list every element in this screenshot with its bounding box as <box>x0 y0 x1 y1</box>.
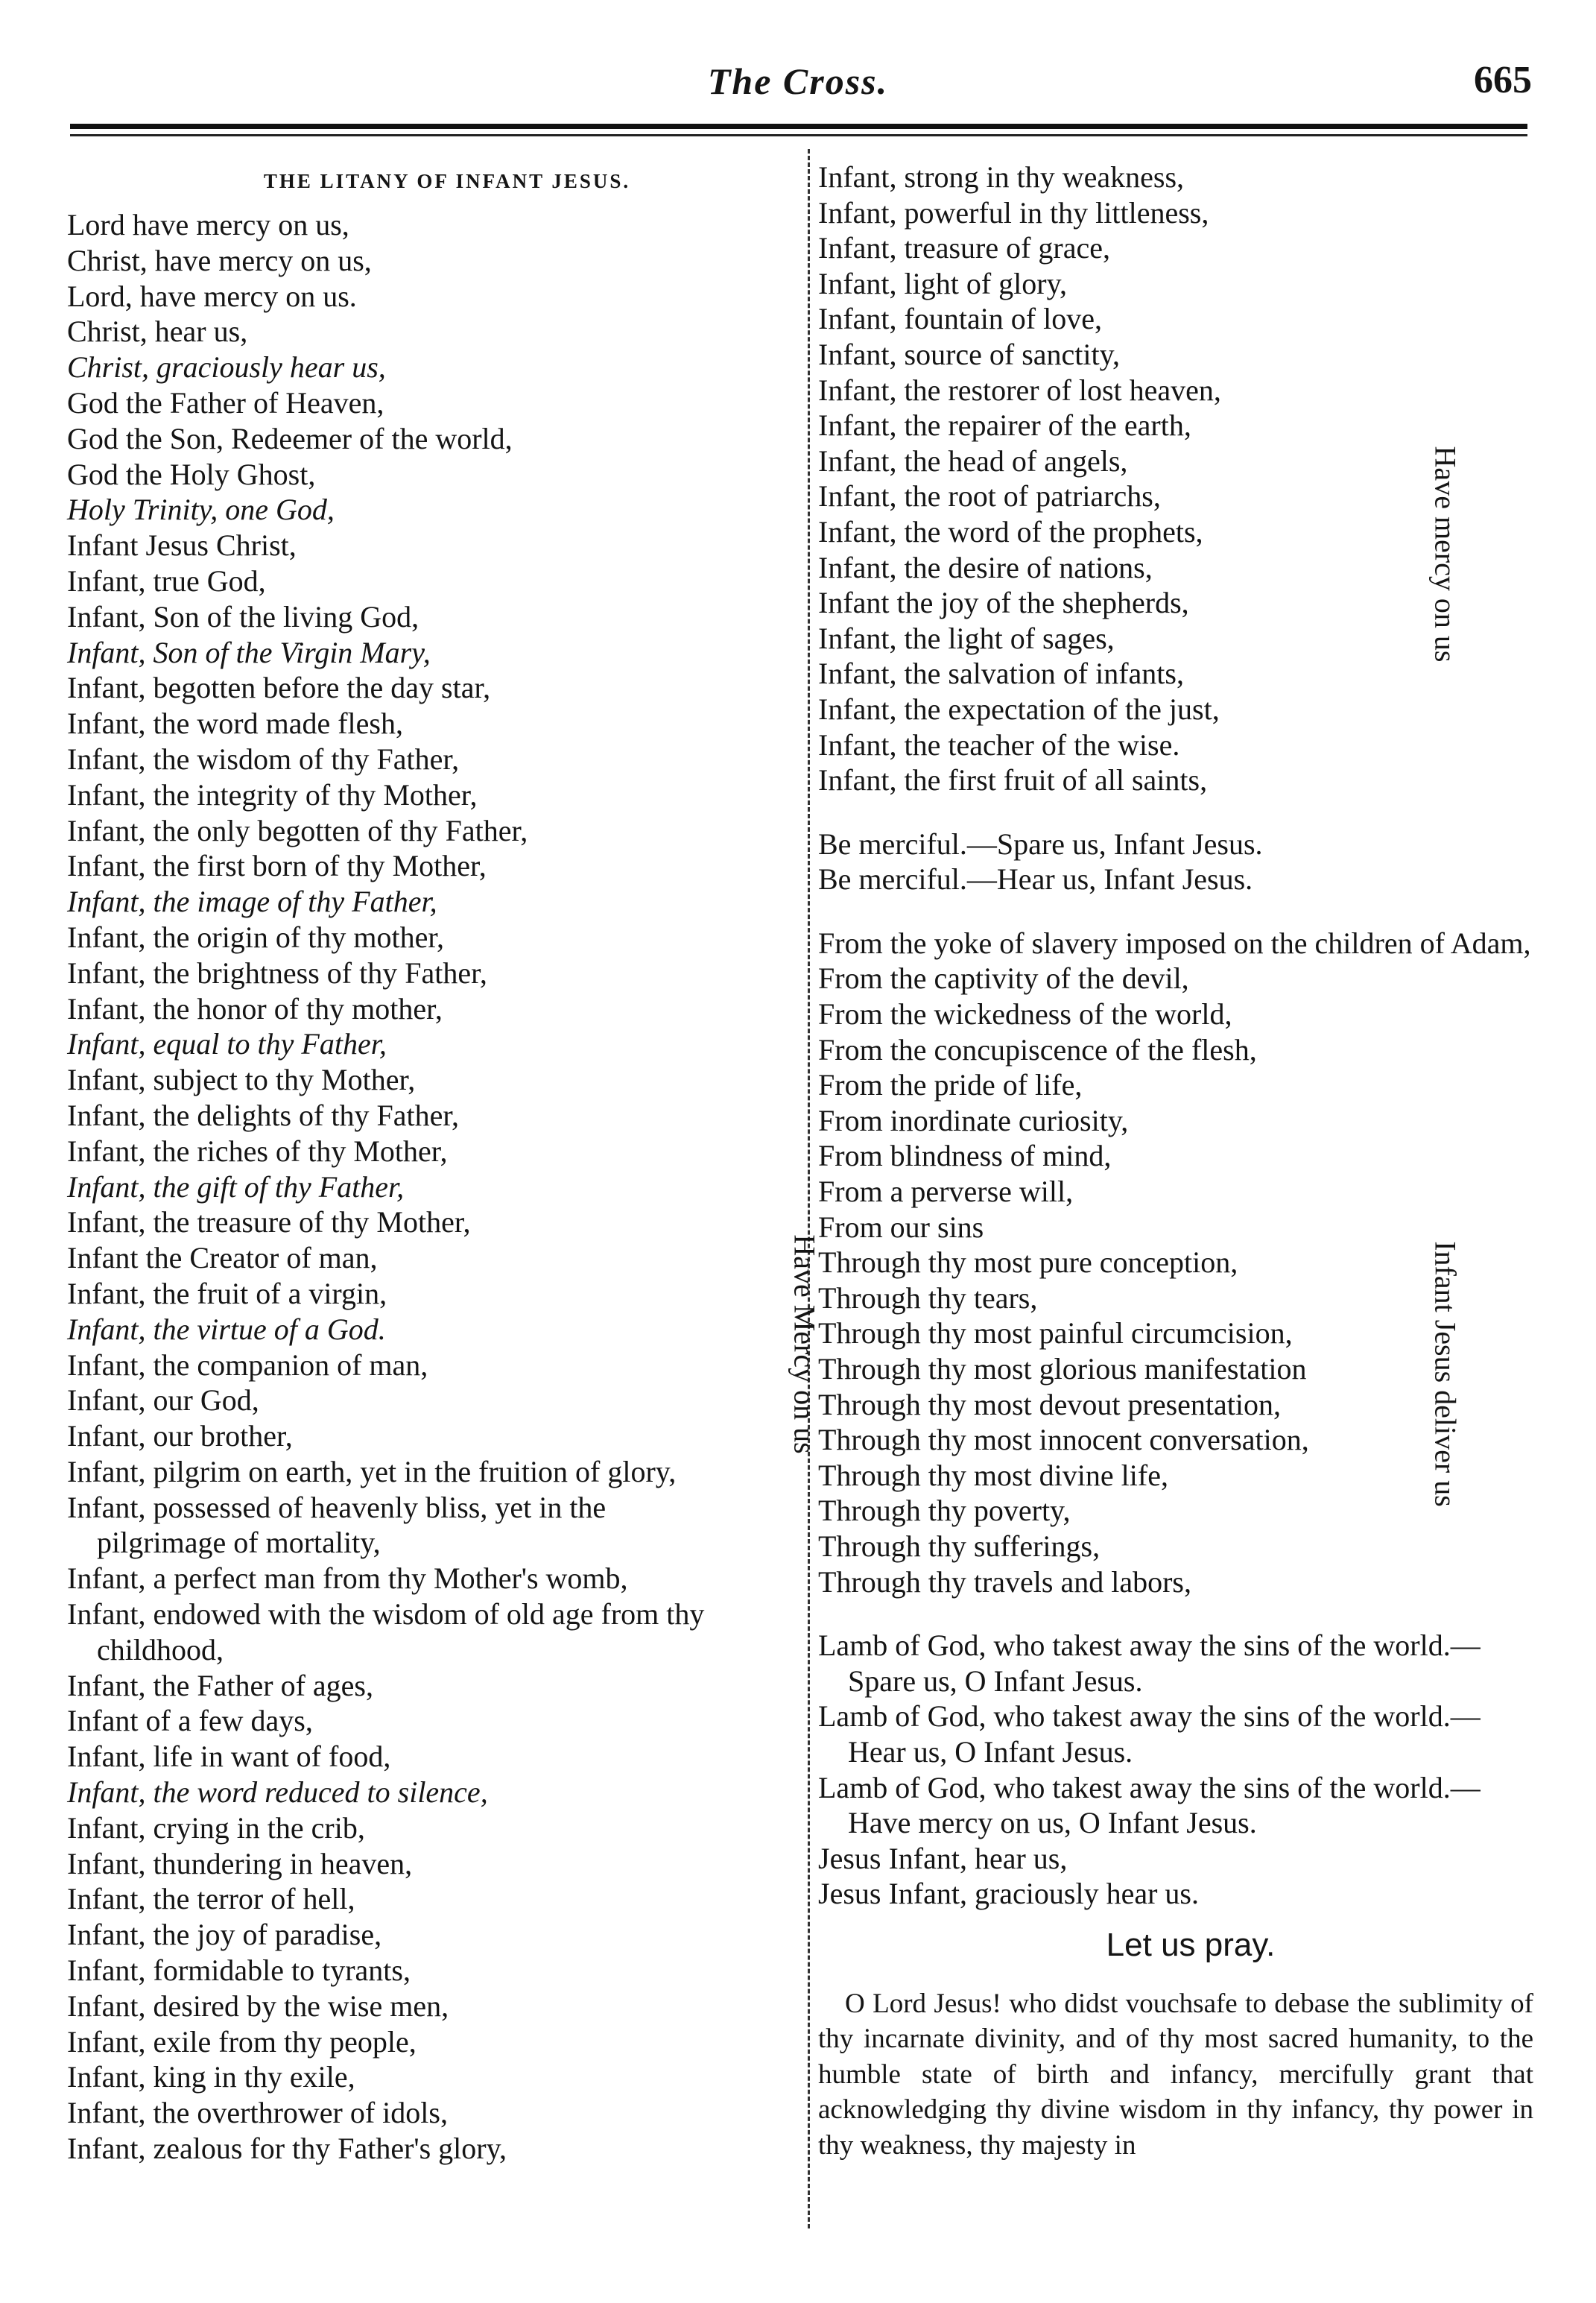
litany-line: Through thy travels and labors, <box>818 1564 1191 1599</box>
litany-line: Infant, the delights of thy Father, <box>67 1098 460 1132</box>
litany-line: Lord have mercy on us, <box>67 208 349 241</box>
page-header-title: The Cross. <box>707 60 889 102</box>
litany-line: From the wickedness of the world, <box>818 997 1232 1032</box>
litany-line: Infant, the overthrower of idols, <box>67 2096 448 2130</box>
litany-line: Through thy sufferings, <box>818 1529 1101 1563</box>
litany-line: Holy Trinity, one God, <box>67 493 335 527</box>
litany-line: Infant, the word of the prophets, <box>818 514 1203 549</box>
litany-line: Through thy most glorious manifestation <box>818 1352 1307 1386</box>
litany-line: Infant, the Father of ages, <box>67 1668 373 1702</box>
litany-line: Infant, equal to thy Father, <box>67 1027 387 1061</box>
litany-line: Be merciful.—Hear us, Infant Jesus. <box>818 862 1253 897</box>
litany-line: Infant, powerful in thy littleness, <box>818 195 1209 230</box>
litany-line: Infant, the teacher of the wise. <box>818 727 1180 762</box>
header-rule-thin <box>70 134 1527 136</box>
litany-line: Christ, have mercy on us, <box>67 243 372 277</box>
litany-line: Infant, the wisdom of thy Father, <box>67 742 460 776</box>
litany-line: Infant, the first born of thy Mother, <box>67 849 487 883</box>
litany-line: Infant, the head of angels, <box>818 443 1128 478</box>
litany-line: Infant, the treasure of thy Mother, <box>67 1205 471 1239</box>
litany-line: Infant, the restorer of lost heaven, <box>818 373 1221 407</box>
lamb-of-god-list <box>818 1628 1533 1912</box>
litany-line: Infant, the honor of thy mother, <box>67 991 443 1026</box>
litany-line: Infant, the root of patriarchs, <box>818 479 1161 514</box>
litany-line: Infant, treasure of grace, <box>818 231 1110 265</box>
be-merciful-list <box>818 827 1533 897</box>
litany-line: Infant, true God, <box>67 563 266 598</box>
litany-line: Infant, Son of the living God, <box>67 599 419 634</box>
litany-line: Jesus Infant, hear us, <box>818 1841 1068 1875</box>
litany-line: From the yoke of slavery imposed on the children of Adam, <box>818 926 1531 960</box>
litany-right-list-a <box>818 159 1533 798</box>
litany-line: Infant, the gift of thy Father, <box>67 1169 405 1204</box>
litany-line: Infant, endowed with the wisdom of old age from thy childhood, <box>67 1597 705 1667</box>
litany-line: Infant, the origin of thy mother, <box>67 920 445 954</box>
litany-line: Infant, source of sanctity, <box>818 337 1121 371</box>
litany-line: Through thy most painful circumcision, <box>818 1316 1293 1350</box>
litany-line: Infant, life in want of food, <box>67 1740 391 1774</box>
litany-line: Infant, the brightness of thy Father, <box>67 955 487 990</box>
litany-line: Infant, strong in thy weakness, <box>818 160 1185 194</box>
litany-line: From blindness of mind, <box>818 1139 1112 1173</box>
litany-line: Infant of a few days, <box>67 1704 313 1738</box>
litany-line: Infant, subject to thy Mother, <box>67 1063 416 1097</box>
page-number: 665 <box>1474 59 1532 101</box>
litany-line: From the captivity of the devil, <box>818 961 1189 996</box>
litany-line: Infant, the salvation of infants, <box>818 657 1184 691</box>
litany-line: Infant, the expectation of the just, <box>818 692 1220 726</box>
litany-line: Through thy poverty, <box>818 1494 1071 1528</box>
side-label-have-mercy-right: Have mercy on us <box>1428 446 1463 663</box>
litany-line: Infant, desired by the wise men, <box>67 1988 449 2023</box>
litany-line: Infant, the riches of thy Mother, <box>67 1134 448 1168</box>
litany-line: God the Father of Heaven, <box>67 385 384 420</box>
prayer-text: O Lord Jesus! who didst vouchsafe to debase the sublimity of thy incarnate divinity, and of thy most sacred humanity, to the humble state of birth and infancy, mercifully grant that acknowledging thy divine wisdom in thy infancy, thy power in thy weakness, thy majesty in <box>818 1988 1533 2161</box>
litany-line: Infant, the only begotten of thy Father, <box>67 813 528 847</box>
litany-line: From the concupiscence of the flesh, <box>818 1032 1257 1067</box>
litany-line: Infant, our God, <box>67 1383 259 1418</box>
litany-line: From our sins <box>818 1210 984 1244</box>
litany-line: Infant, the repairer of the earth, <box>818 408 1191 443</box>
litany-title: THE LITANY OF INFANT JESUS. <box>263 170 631 192</box>
spacer <box>818 1599 1533 1628</box>
litany-line: Christ, hear us, <box>67 315 248 349</box>
litany-line: Through thy most divine life, <box>818 1458 1168 1492</box>
litany-line: Infant, the first fruit of all saints, <box>818 763 1208 797</box>
litany-line: Infant, the desire of nations, <box>818 550 1153 584</box>
litany-line: Infant, the virtue of a God. <box>67 1312 386 1346</box>
litany-line: Through thy most innocent conversation, <box>818 1423 1309 1457</box>
litany-line: God the Son, Redeemer of the world, <box>67 421 513 455</box>
litany-line: Infant, zealous for thy Father's glory, <box>67 2132 507 2166</box>
litany-line: Jesus Infant, graciously hear us. <box>818 1877 1199 1911</box>
litany-line: Infant, the light of sages, <box>818 621 1115 655</box>
litany-line: Infant, crying in the crib, <box>67 1810 365 1845</box>
litany-right-list-b <box>818 926 1533 1599</box>
side-label-have-mercy: Have Mercy on us <box>788 1234 822 1454</box>
side-label-deliver-us: Infant Jesus deliver us <box>1428 1241 1463 1507</box>
litany-line: Infant, thundering in heaven, <box>67 1846 413 1880</box>
litany-line: Infant, exile from thy people, <box>67 2024 417 2059</box>
litany-line: Infant Jesus Christ, <box>67 528 297 563</box>
spacer <box>818 798 1533 827</box>
litany-line: Infant the Creator of man, <box>67 1241 378 1275</box>
litany-line: Christ, graciously hear us, <box>67 350 386 385</box>
litany-line: Lamb of God, who takest away the sins of the world.—Have mercy on us, O Infant Jesus. <box>818 1770 1481 1840</box>
litany-line: From a perverse will, <box>818 1175 1074 1209</box>
litany-line: From inordinate curiosity, <box>818 1103 1129 1137</box>
litany-line: Infant, king in thy exile, <box>67 2060 355 2094</box>
litany-line: God the Holy Ghost, <box>67 457 316 491</box>
litany-line: Infant, the joy of paradise, <box>67 1918 382 1952</box>
litany-line: Through thy tears, <box>818 1280 1038 1315</box>
litany-line: Lord, have mercy on us. <box>67 279 357 313</box>
litany-line: Lamb of God, who takest away the sins of the world.—Hear us, O Infant Jesus. <box>818 1699 1481 1769</box>
litany-line: Infant, light of glory, <box>818 266 1068 300</box>
right-column <box>818 159 1533 2163</box>
litany-line: Infant, the word made flesh, <box>67 707 403 741</box>
header-rule <box>70 124 1527 129</box>
litany-line: Infant, pilgrim on earth, yet in the fruition of glory, <box>67 1454 677 1488</box>
litany-line: Infant, possessed of heavenly bliss, yet in the pilgrimage of mortality, <box>67 1490 607 1560</box>
litany-line: Infant, our brother, <box>67 1419 293 1453</box>
litany-line: Infant, the companion of man, <box>67 1348 428 1382</box>
litany-line: Infant, the fruit of a virgin, <box>67 1276 387 1310</box>
litany-line: Infant, begotten before the day star, <box>67 671 491 705</box>
litany-line: Infant, formidable to tyrants, <box>67 1953 411 1988</box>
litany-line: Infant, a perfect man from thy Mother's womb, <box>67 1561 628 1596</box>
litany-line: Lamb of God, who takest away the sins of the world.—Spare us, O Infant Jesus. <box>818 1628 1481 1698</box>
litany-line: Infant, the integrity of thy Mother, <box>67 777 478 812</box>
litany-line: Infant, the terror of hell, <box>67 1882 355 1916</box>
litany-line: Be merciful.—Spare us, Infant Jesus. <box>818 827 1263 861</box>
prayer-heading: Let us pray. <box>1106 1926 1276 1963</box>
litany-line: Through thy most devout presentation, <box>818 1387 1282 1421</box>
left-column <box>67 165 738 2167</box>
litany-line: Through thy most pure conception, <box>818 1245 1238 1280</box>
litany-line: Infant, Son of the Virgin Mary, <box>67 635 431 669</box>
litany-line: Infant, the word reduced to silence, <box>67 1775 488 1810</box>
spacer <box>818 897 1533 926</box>
litany-line: From the pride of life, <box>818 1068 1083 1102</box>
litany-line: Infant, the image of thy Father, <box>67 885 437 919</box>
litany-left-list <box>67 207 738 2167</box>
litany-line: Infant, fountain of love, <box>818 302 1102 336</box>
litany-line: Infant the joy of the shepherds, <box>818 586 1189 620</box>
